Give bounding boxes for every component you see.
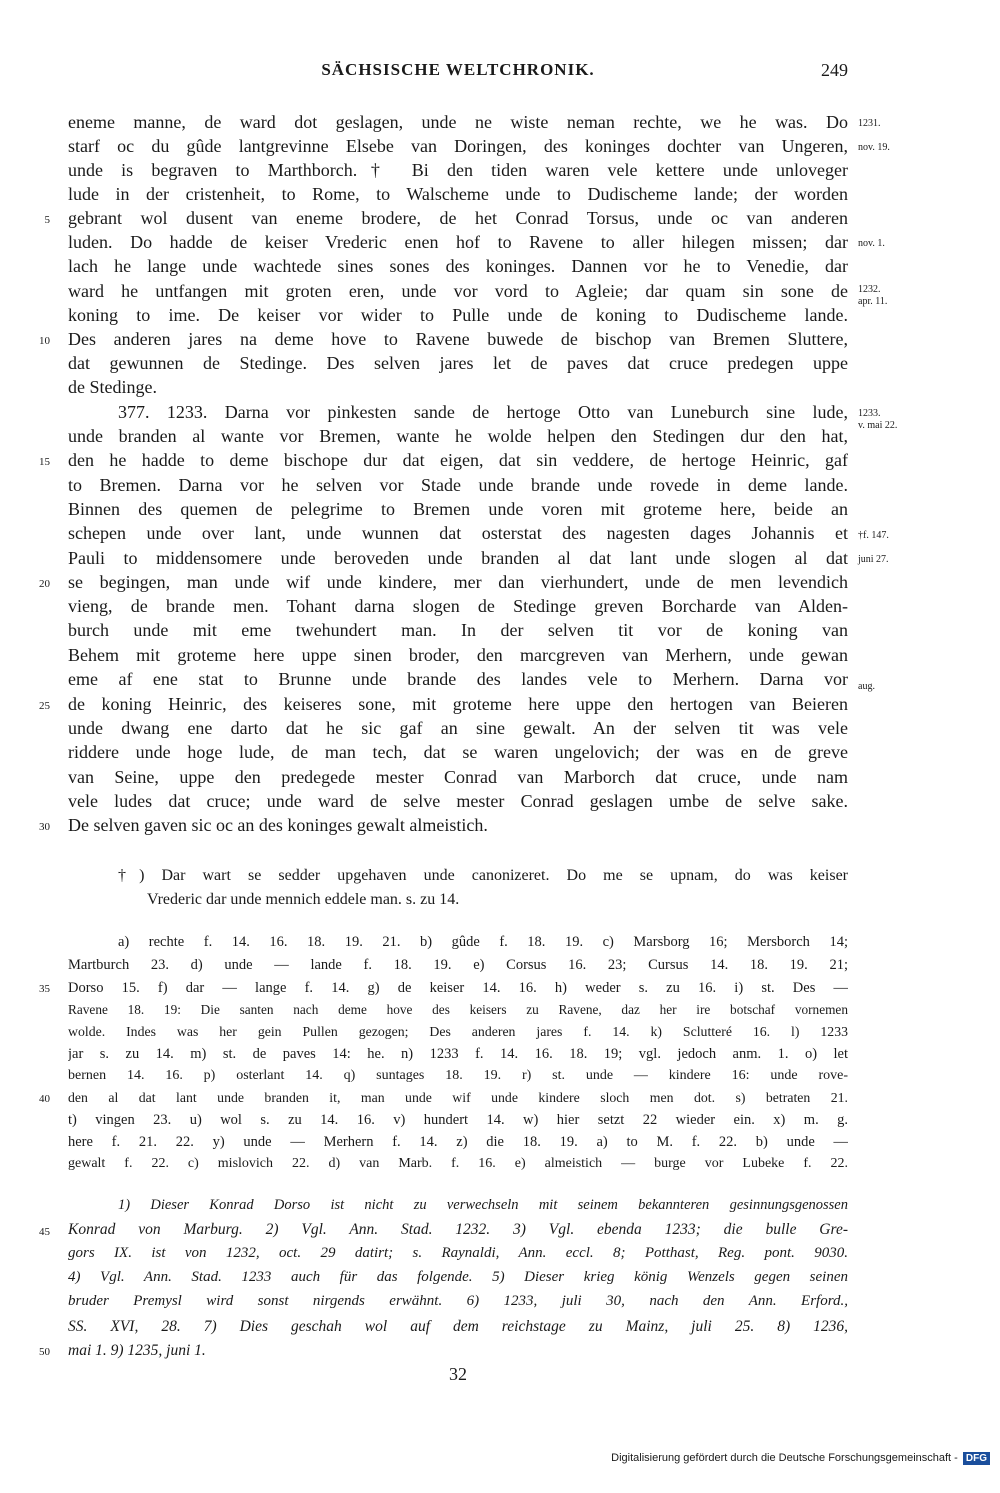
note-line: 4) Vgl. Ann. Stad. 1233 auch für das folgende. 5) Dieser krieg könig Wenzels gegen seinen: [68, 1269, 848, 1285]
text-line: riddere unde hoge lude, de man tech, dat se waren ungelovich; der was en de greve: [68, 742, 848, 762]
margin-note: 1232.: [858, 284, 881, 295]
text-line: eneme manne, de ward dot geslagen, unde ne wiste neman rechte, we he was. Do: [68, 112, 848, 132]
running-title: SÄCHSISCHE WELTCHRONIK.: [321, 60, 595, 79]
margin-note: 1231.: [858, 118, 881, 129]
text-line: burch unde mit eme twehundert man. In der selven tit vor de koning van: [68, 620, 848, 640]
page-number: 249: [821, 60, 848, 80]
text-line: lach he lange unde wachtede sines sones des koninges. Dannen vor he to Venedie, dar: [68, 256, 848, 276]
margin-note: 1233.: [858, 408, 881, 419]
text-line: van Seine, uppe den predegede mester Conrad van Marborch dat cruce, unde nam: [68, 767, 848, 787]
text-line: vieng, de brande men. Tohant darna slogen de Stedinge greven Borcharde van Alden-: [68, 596, 848, 616]
margin-note: †f. 147.: [858, 530, 889, 541]
text-line: unde is begraven to Marthborch.† Bi den tiden waren vele kettere unde unloveger: [68, 160, 848, 180]
text-line: unde dwang ene darto dat he sic gaf an sine gewalt. An der selven tit was vele: [68, 718, 848, 738]
margin-note: v. mai 22.: [858, 420, 898, 431]
text-line: den he hadde to deme bischope dur dat eigen, dat sin veddere, de hertoge Heinric, gaf: [68, 450, 848, 470]
note-line: mai 1. 9) 1235, juni 1.: [68, 1342, 206, 1359]
note-line: gors IX. ist von 1232, oct. 29 datirt; s. Raynaldi, Ann. eccl. 8; Potthast, Reg. pont. 9030.: [68, 1245, 848, 1261]
variant-line: bernen 14. 16. p) osterlant 14. q) suntages 18. 19. r) st. unde — kindere 16: unde rove-: [68, 1068, 848, 1083]
footer-text: Digitalisierung gefördert durch die Deutsche Forschungsgemeinschaft -: [611, 1452, 958, 1464]
text-line: koning to ime. De keiser vor wider to Pulle unde de koning to Dudischeme lande.: [68, 305, 848, 325]
note-line: SS. XVI, 28. 7) Dies geschah wol auf dem reichstage zu Mainz, juli 25. 8) 1236,: [68, 1318, 848, 1335]
line-number: 10: [39, 335, 50, 347]
note-line: †) Dar wart se sedder upgehaven unde canonizeret. Do me se upnam, do was keiser: [118, 867, 848, 884]
margin-note: apr. 11.: [858, 296, 888, 307]
text-line: unde branden al wante vor Bremen, wante he wolde helpen den Stedingen dur den hat,: [68, 426, 848, 446]
line-number: 50: [39, 1346, 50, 1358]
variant-line: Dorso 15. f) dar — lange f. 14. g) de keiser 14. 16. h) weder s. zu 16. i) st. Des —: [68, 980, 848, 996]
text-line: schepen unde over lant, unde wunnen dat osterstat des nagesten dages Johannis et: [68, 523, 848, 543]
text-line: 377. 1233. Darna vor pinkesten sande de hertoge Otto van Luneburch sine lude,: [118, 402, 848, 422]
text-line: eme af ene stat to Brunne unde brande des landes vele to Merhern. Darna vor: [68, 669, 848, 689]
margin-note: nov. 19.: [858, 142, 890, 153]
variant-line: a) rechte f. 14. 16. 18. 19. 21. b) gûde f. 18. 19. c) Marsborg 16; Mersborch 14;: [118, 934, 848, 950]
note-line: bruder Premysl wird sonst nirgends erwähnt. 6) 1233, juli 30, nach den Ann. Erford.,: [68, 1293, 848, 1309]
dfg-logo: DFG: [963, 1452, 990, 1465]
line-number: 30: [39, 821, 50, 833]
text-line: de Stedinge.: [68, 377, 157, 397]
page-header: [68, 60, 848, 84]
variant-line: gewalt f. 22. c) mislovich 22. d) van Marb. f. 16. e) almeistich — burge vor Lubeke f. 22.: [68, 1156, 848, 1171]
line-number: 15: [39, 456, 50, 468]
line-number: 45: [39, 1226, 50, 1238]
text-line: ward he untfangen mit groten eren, unde vor vord to Agleie; dar quam sin sone de: [68, 281, 848, 301]
note-line: 1) Dieser Konrad Dorso ist nicht zu verwechseln mit seinem bekannteren gesinnungsgenossen: [118, 1197, 848, 1213]
text-line: to Bremen. Darna vor he selven vor Stade unde brande unde rovede in deme lande.: [68, 475, 848, 495]
text-line: Behem mit groteme here uppe sinen broder, den marcgreven van Merhern, unde gewan: [68, 645, 848, 665]
text-line: lude in der cristenheit, to Rome, to Walscheme unde to Dudischeme lande; der worden: [68, 184, 848, 204]
variant-line: Martburch 23. d) unde — lande f. 18. 19. e) Corsus 16. 23; Cursus 14. 18. 19. 21;: [68, 957, 848, 973]
text-line: Pauli to middensomere unde beroveden unde branden al dat lant unde slogen al dat: [68, 548, 848, 568]
line-number: 40: [39, 1093, 50, 1105]
text-line: Binnen des quemen de pelegrime to Bremen unde voren mit groteme here, beide an: [68, 499, 848, 519]
text-line: starf oc du gûde lantgrevinne Elsebe van Doringen, des koninges dochter van Ungeren,: [68, 136, 848, 156]
margin-note: nov. 1.: [858, 238, 885, 249]
text-line: dat gewunnen de Stedinge. Des selven jares let de paves dat cruce predegen uppe: [68, 353, 848, 373]
variant-line: Ravene 18. 19: Die santen nach deme hove des keisers zu Ravene, daz her ire botschaf vornemen: [68, 1002, 848, 1017]
signature-mark: 32: [449, 1364, 467, 1384]
variant-line: den al dat lant unde branden it, man unde wif unde kindere sloch men dot. s) betraten 21.: [68, 1090, 848, 1105]
text-line: De selven gaven sic oc an des koninges gewalt almeistich.: [68, 815, 488, 835]
note-line: Vrederic dar unde mennich eddele man. s. zu 14.: [147, 891, 460, 908]
margin-note: aug.: [858, 681, 875, 692]
variant-line: wolde. Indes was her gein Pullen gezogen; Des anderen jares f. 14. k) Sclutteré 16. l) 1233: [68, 1024, 848, 1039]
text-line: luden. Do hadde de keiser Vrederic enen hof to Ravene to aller hilegen missen; dar: [68, 232, 848, 252]
text-line: de koning Heinric, des keiseres sone, mit groteme here uppe den hertogen van Beieren: [68, 694, 848, 714]
text-line: vele ludes dat cruce; unde ward de selve mester Conrad geslagen umbe de selve sake.: [68, 791, 848, 811]
variant-line: jar s. zu 14. m) st. de paves 14: he. n) 1233 f. 14. 16. 18. 19; vgl. jedoch anm. 1. o) let: [68, 1046, 848, 1062]
text-line: Des anderen jares na deme hove to Ravene buwede de bischop van Bremen Sluttere,: [68, 329, 848, 349]
note-line: Konrad von Marburg. 2) Vgl. Ann. Stad. 1232. 3) Vgl. ebenda 1233; die bulle Gre-: [68, 1221, 848, 1238]
variant-line: t) vingen 23. u) wol s. zu 14. 16. v) hundert 14. w) hier setzt 22 wieder ein. x) m. g.: [68, 1112, 848, 1128]
text-line: gebrant wol dusent van eneme brodere, de het Conrad Torsus, unde oc van anderen: [68, 208, 848, 228]
margin-note: juni 27.: [858, 554, 889, 565]
variant-line: here f. 21. 22. y) unde — Merhern f. 14. z) die 18. 19. a) to M. f. 22. b) unde —: [68, 1134, 848, 1150]
line-number: 5: [44, 214, 50, 226]
line-number: 20: [39, 578, 50, 590]
line-number: 35: [39, 983, 50, 995]
line-number: 25: [39, 700, 50, 712]
footer-credit: [0, 1452, 990, 1465]
text-line: se begingen, man unde wif unde kindere, mer dan vierhundert, unde de men levendich: [68, 572, 848, 592]
